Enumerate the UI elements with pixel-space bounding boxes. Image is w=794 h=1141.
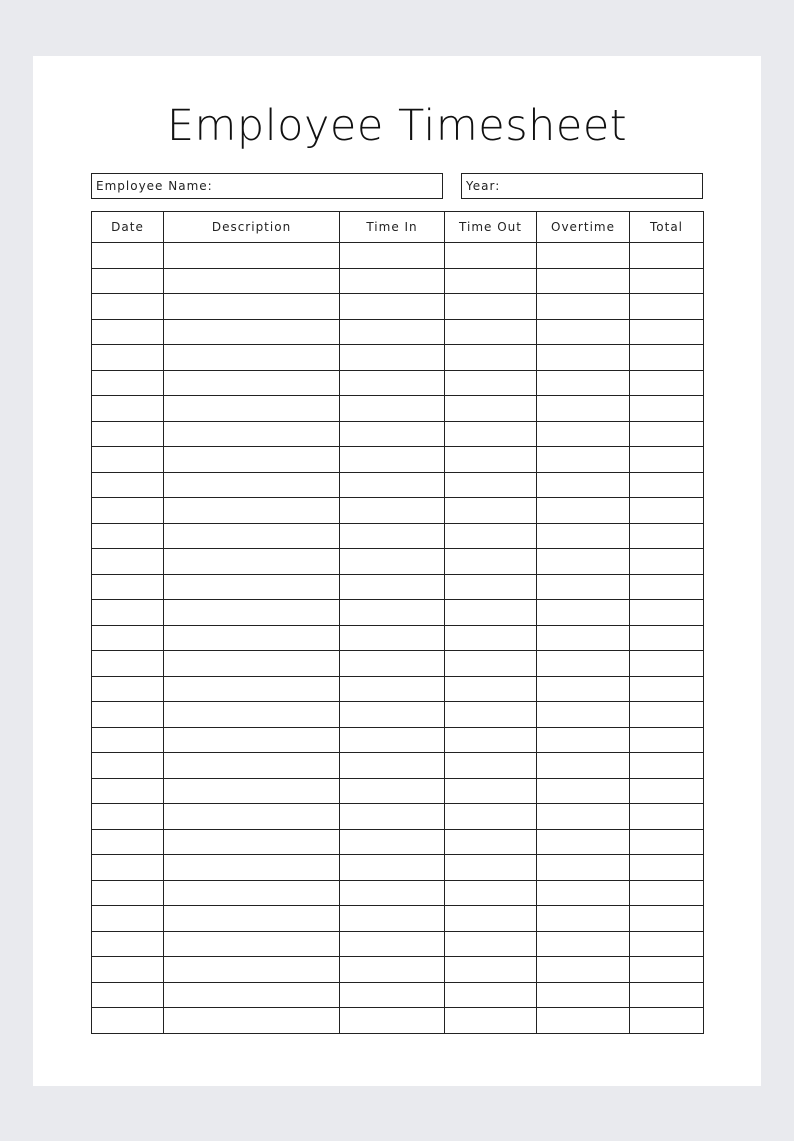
page-title: Employee Timesheet — [166, 101, 628, 151]
cell-time-in[interactable] — [340, 549, 445, 575]
cell-time-out[interactable] — [445, 523, 537, 549]
table-row — [92, 600, 704, 626]
table-row — [92, 778, 704, 804]
cell-total[interactable] — [630, 600, 704, 626]
cell-overtime[interactable] — [537, 268, 630, 294]
cell-time-out[interactable] — [445, 906, 537, 932]
cell-overtime[interactable] — [537, 625, 630, 651]
cell-date[interactable] — [92, 447, 164, 473]
employee-name-field[interactable] — [91, 173, 443, 199]
year-field[interactable] — [461, 173, 703, 199]
cell-overtime[interactable] — [537, 345, 630, 371]
table-row — [92, 931, 704, 957]
cell-time-out[interactable] — [445, 268, 537, 294]
cell-description[interactable] — [164, 549, 340, 575]
table-row — [92, 447, 704, 473]
cell-description[interactable] — [164, 727, 340, 753]
cell-time-out[interactable] — [445, 880, 537, 906]
cell-time-in[interactable] — [340, 319, 445, 345]
cell-date[interactable] — [92, 829, 164, 855]
cell-time-in[interactable] — [340, 472, 445, 498]
cell-time-in[interactable] — [340, 880, 445, 906]
column-header-total: Total — [630, 212, 704, 243]
cell-date[interactable] — [92, 600, 164, 626]
cell-description[interactable] — [164, 625, 340, 651]
cell-description[interactable] — [164, 753, 340, 779]
table-row — [92, 370, 704, 396]
cell-time-out[interactable] — [445, 727, 537, 753]
cell-description[interactable] — [164, 370, 340, 396]
cell-time-out[interactable] — [445, 702, 537, 728]
cell-date[interactable] — [92, 957, 164, 983]
cell-time-in[interactable] — [340, 702, 445, 728]
cell-overtime[interactable] — [537, 906, 630, 932]
cell-description[interactable] — [164, 829, 340, 855]
cell-date[interactable] — [92, 396, 164, 422]
cell-time-out[interactable] — [445, 421, 537, 447]
cell-time-in[interactable] — [340, 396, 445, 422]
cell-time-out[interactable] — [445, 370, 537, 396]
table-row — [92, 396, 704, 422]
cell-time-out[interactable] — [445, 549, 537, 575]
cell-time-in[interactable] — [340, 676, 445, 702]
cell-total[interactable] — [630, 906, 704, 932]
cell-description[interactable] — [164, 268, 340, 294]
cell-time-in[interactable] — [340, 498, 445, 524]
cell-overtime[interactable] — [537, 600, 630, 626]
timesheet-page — [33, 56, 761, 1086]
table-row — [92, 855, 704, 881]
cell-date[interactable] — [92, 778, 164, 804]
cell-total[interactable] — [630, 268, 704, 294]
cell-time-in[interactable] — [340, 727, 445, 753]
cell-total[interactable] — [630, 880, 704, 906]
cell-overtime[interactable] — [537, 855, 630, 881]
cell-time-out[interactable] — [445, 753, 537, 779]
cell-overtime[interactable] — [537, 727, 630, 753]
table-row — [92, 957, 704, 983]
cell-date[interactable] — [92, 574, 164, 600]
cell-description[interactable] — [164, 855, 340, 881]
cell-time-in[interactable] — [340, 243, 445, 269]
cell-description[interactable] — [164, 294, 340, 320]
table-row — [92, 804, 704, 830]
cell-date[interactable] — [92, 498, 164, 524]
cell-description[interactable] — [164, 421, 340, 447]
cell-time-out[interactable] — [445, 396, 537, 422]
table-row — [92, 829, 704, 855]
cell-overtime[interactable] — [537, 702, 630, 728]
cell-description[interactable] — [164, 880, 340, 906]
cell-date[interactable] — [92, 753, 164, 779]
table-row — [92, 243, 704, 269]
cell-total[interactable] — [630, 345, 704, 371]
cell-time-in[interactable] — [340, 574, 445, 600]
cell-overtime[interactable] — [537, 753, 630, 779]
cell-total[interactable] — [630, 702, 704, 728]
table-row — [92, 676, 704, 702]
timesheet-table — [91, 211, 704, 1034]
cell-time-in[interactable] — [340, 778, 445, 804]
cell-time-in[interactable] — [340, 982, 445, 1008]
cell-time-out[interactable] — [445, 625, 537, 651]
cell-time-out[interactable] — [445, 855, 537, 881]
table-row — [92, 498, 704, 524]
table-row — [92, 319, 704, 345]
table-row — [92, 574, 704, 600]
cell-time-out[interactable] — [445, 294, 537, 320]
cell-time-out[interactable] — [445, 574, 537, 600]
table-row — [92, 472, 704, 498]
year-label: Year: — [466, 179, 501, 193]
cell-description[interactable] — [164, 472, 340, 498]
cell-total[interactable] — [630, 829, 704, 855]
table-row — [92, 880, 704, 906]
cell-time-in[interactable] — [340, 753, 445, 779]
cell-total[interactable] — [630, 319, 704, 345]
table-row — [92, 1008, 704, 1034]
cell-description[interactable] — [164, 1008, 340, 1034]
cell-overtime[interactable] — [537, 574, 630, 600]
cell-time-in[interactable] — [340, 651, 445, 677]
cell-date[interactable] — [92, 243, 164, 269]
table-row — [92, 753, 704, 779]
cell-description[interactable] — [164, 778, 340, 804]
cell-time-out[interactable] — [445, 804, 537, 830]
cell-total[interactable] — [630, 472, 704, 498]
cell-overtime[interactable] — [537, 421, 630, 447]
cell-date[interactable] — [92, 268, 164, 294]
cell-total[interactable] — [630, 855, 704, 881]
cell-description[interactable] — [164, 498, 340, 524]
cell-date[interactable] — [92, 549, 164, 575]
cell-date[interactable] — [92, 294, 164, 320]
table-body — [92, 243, 704, 1034]
cell-overtime[interactable] — [537, 829, 630, 855]
cell-total[interactable] — [630, 447, 704, 473]
cell-date[interactable] — [92, 702, 164, 728]
cell-time-in[interactable] — [340, 421, 445, 447]
cell-description[interactable] — [164, 396, 340, 422]
cell-time-out[interactable] — [445, 676, 537, 702]
cell-total[interactable] — [630, 957, 704, 983]
cell-time-in[interactable] — [340, 829, 445, 855]
cell-date[interactable] — [92, 319, 164, 345]
table-row — [92, 345, 704, 371]
cell-total[interactable] — [630, 931, 704, 957]
cell-time-out[interactable] — [445, 319, 537, 345]
cell-time-out[interactable] — [445, 982, 537, 1008]
cell-time-in[interactable] — [340, 370, 445, 396]
cell-description[interactable] — [164, 982, 340, 1008]
cell-time-in[interactable] — [340, 523, 445, 549]
cell-date[interactable] — [92, 1008, 164, 1034]
cell-time-in[interactable] — [340, 1008, 445, 1034]
column-header-overtime: Overtime — [537, 212, 630, 243]
cell-total[interactable] — [630, 982, 704, 1008]
cell-description[interactable] — [164, 957, 340, 983]
cell-description[interactable] — [164, 906, 340, 932]
cell-total[interactable] — [630, 651, 704, 677]
cell-total[interactable] — [630, 574, 704, 600]
cell-time-out[interactable] — [445, 243, 537, 269]
cell-time-out[interactable] — [445, 829, 537, 855]
cell-total[interactable] — [630, 243, 704, 269]
cell-time-in[interactable] — [340, 600, 445, 626]
table-row — [92, 294, 704, 320]
cell-date[interactable] — [92, 931, 164, 957]
cell-date[interactable] — [92, 625, 164, 651]
cell-date[interactable] — [92, 676, 164, 702]
cell-date[interactable] — [92, 651, 164, 677]
cell-description[interactable] — [164, 651, 340, 677]
table-row — [92, 727, 704, 753]
cell-overtime[interactable] — [537, 1008, 630, 1034]
cell-total[interactable] — [630, 625, 704, 651]
cell-time-out[interactable] — [445, 498, 537, 524]
cell-overtime[interactable] — [537, 447, 630, 473]
cell-total[interactable] — [630, 778, 704, 804]
cell-total[interactable] — [630, 370, 704, 396]
cell-time-in[interactable] — [340, 804, 445, 830]
cell-total[interactable] — [630, 549, 704, 575]
table-row — [92, 625, 704, 651]
cell-overtime[interactable] — [537, 498, 630, 524]
cell-time-in[interactable] — [340, 625, 445, 651]
cell-date[interactable] — [92, 345, 164, 371]
cell-date[interactable] — [92, 804, 164, 830]
table-row — [92, 906, 704, 932]
cell-overtime[interactable] — [537, 931, 630, 957]
table-row — [92, 651, 704, 677]
cell-date[interactable] — [92, 880, 164, 906]
cell-time-out[interactable] — [445, 600, 537, 626]
cell-time-out[interactable] — [445, 651, 537, 677]
cell-description[interactable] — [164, 345, 340, 371]
cell-time-in[interactable] — [340, 268, 445, 294]
cell-total[interactable] — [630, 396, 704, 422]
column-header-time-out: Time Out — [445, 212, 537, 243]
column-header-date: Date — [92, 212, 164, 243]
cell-overtime[interactable] — [537, 957, 630, 983]
cell-time-in[interactable] — [340, 957, 445, 983]
cell-overtime[interactable] — [537, 676, 630, 702]
column-header-time-in: Time In — [340, 212, 445, 243]
table-row — [92, 549, 704, 575]
table-row — [92, 702, 704, 728]
cell-description[interactable] — [164, 931, 340, 957]
cell-date[interactable] — [92, 727, 164, 753]
table-header-row — [92, 212, 704, 243]
table-row — [92, 523, 704, 549]
cell-date[interactable] — [92, 472, 164, 498]
cell-overtime[interactable] — [537, 651, 630, 677]
cell-time-in[interactable] — [340, 906, 445, 932]
cell-total[interactable] — [630, 498, 704, 524]
cell-description[interactable] — [164, 243, 340, 269]
employee-name-label: Employee Name: — [96, 179, 213, 193]
cell-time-out[interactable] — [445, 1008, 537, 1034]
cell-time-out[interactable] — [445, 472, 537, 498]
cell-description[interactable] — [164, 523, 340, 549]
cell-time-in[interactable] — [340, 855, 445, 881]
cell-overtime[interactable] — [537, 319, 630, 345]
cell-description[interactable] — [164, 447, 340, 473]
cell-time-out[interactable] — [445, 957, 537, 983]
cell-time-out[interactable] — [445, 345, 537, 371]
cell-date[interactable] — [92, 982, 164, 1008]
cell-time-in[interactable] — [340, 447, 445, 473]
cell-overtime[interactable] — [537, 396, 630, 422]
cell-time-in[interactable] — [340, 931, 445, 957]
table-row — [92, 982, 704, 1008]
cell-total[interactable] — [630, 421, 704, 447]
cell-time-out[interactable] — [445, 447, 537, 473]
cell-overtime[interactable] — [537, 778, 630, 804]
cell-date[interactable] — [92, 370, 164, 396]
cell-overtime[interactable] — [537, 294, 630, 320]
table-row — [92, 268, 704, 294]
table-row — [92, 421, 704, 447]
column-header-description: Description — [164, 212, 340, 243]
cell-overtime[interactable] — [537, 549, 630, 575]
cell-date[interactable] — [92, 855, 164, 881]
cell-overtime[interactable] — [537, 472, 630, 498]
cell-description[interactable] — [164, 702, 340, 728]
cell-date[interactable] — [92, 523, 164, 549]
cell-overtime[interactable] — [537, 804, 630, 830]
cell-date[interactable] — [92, 421, 164, 447]
cell-total[interactable] — [630, 676, 704, 702]
cell-time-in[interactable] — [340, 345, 445, 371]
cell-total[interactable] — [630, 727, 704, 753]
cell-overtime[interactable] — [537, 880, 630, 906]
cell-description[interactable] — [164, 319, 340, 345]
cell-total[interactable] — [630, 294, 704, 320]
cell-time-in[interactable] — [340, 294, 445, 320]
cell-description[interactable] — [164, 804, 340, 830]
cell-total[interactable] — [630, 804, 704, 830]
cell-total[interactable] — [630, 753, 704, 779]
cell-date[interactable] — [92, 906, 164, 932]
cell-total[interactable] — [630, 1008, 704, 1034]
cell-overtime[interactable] — [537, 523, 630, 549]
cell-total[interactable] — [630, 523, 704, 549]
cell-overtime[interactable] — [537, 370, 630, 396]
cell-overtime[interactable] — [537, 982, 630, 1008]
cell-description[interactable] — [164, 574, 340, 600]
cell-overtime[interactable] — [537, 243, 630, 269]
cell-time-out[interactable] — [445, 778, 537, 804]
cell-description[interactable] — [164, 676, 340, 702]
cell-description[interactable] — [164, 600, 340, 626]
cell-time-out[interactable] — [445, 931, 537, 957]
